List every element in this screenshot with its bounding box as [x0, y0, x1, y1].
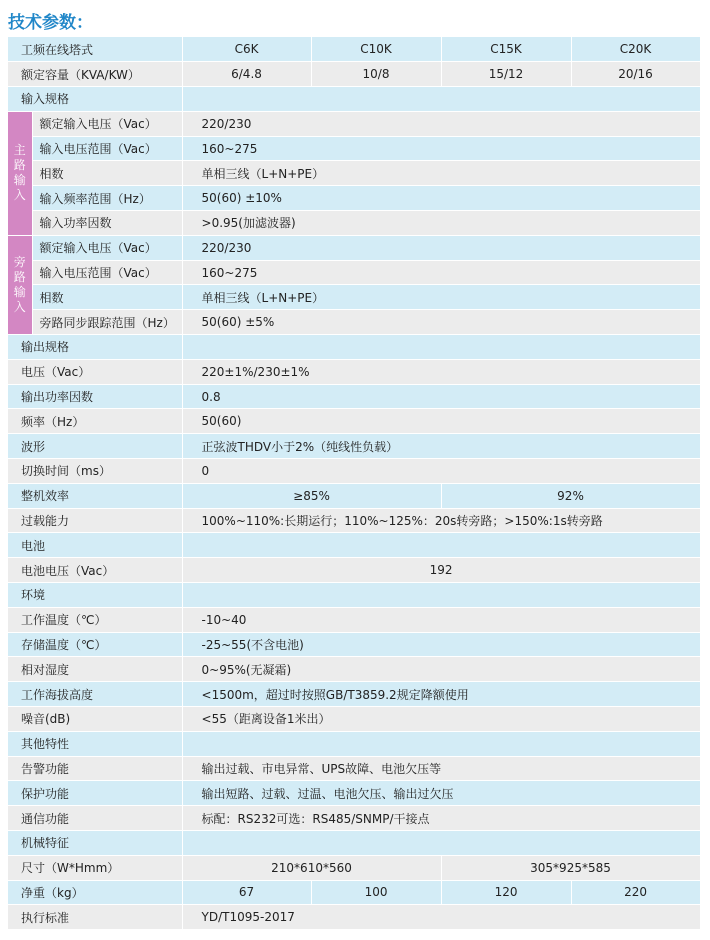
battery-spec-heading: 电池 — [8, 533, 182, 558]
comm-row — [8, 806, 700, 831]
work-temp-row — [8, 607, 700, 632]
efficiency-row — [8, 483, 700, 508]
other-spec-heading: 其他特性 — [8, 731, 182, 756]
weight-label: 净重（kg） — [8, 880, 182, 905]
switch-time-value: 0 — [182, 459, 700, 484]
env-spec-row — [8, 583, 700, 608]
comm-value: 标配：RS232可选：RS485/SNMP/干接点 — [182, 806, 700, 831]
bypass-voltage-range-label: 输入电压范围（Vac） — [32, 260, 182, 285]
efficiency-value-large: 92% — [441, 483, 700, 508]
standard-label: 执行标准 — [8, 905, 182, 930]
switch-time-row — [8, 459, 700, 484]
protect-row — [8, 781, 700, 806]
noise-value: <55（距离设备1米出） — [182, 707, 700, 732]
capacity-c6k: 6/4.8 — [182, 62, 311, 87]
main-input-row — [8, 161, 700, 186]
standard-row — [8, 905, 700, 930]
input-spec-heading: 输入规格 — [8, 87, 182, 112]
env-spec-heading: 环境 — [8, 583, 182, 608]
size-value-large: 305*925*585 — [441, 855, 700, 880]
work-temp-label: 工作温度（℃） — [8, 607, 182, 632]
battery-spec-row — [8, 533, 700, 558]
main-pf-label: 输入功率因数 — [32, 211, 182, 236]
spec-table — [8, 37, 701, 930]
output-voltage-row — [8, 359, 700, 384]
noise-label: 噪音(dB) — [8, 707, 182, 732]
main-input-row — [8, 211, 700, 236]
output-pf-value: 0.8 — [182, 384, 700, 409]
output-wave-row — [8, 434, 700, 459]
weight-row — [8, 880, 700, 905]
alarm-value: 输出过载、市电异常、UPS故障、电池欠压等 — [182, 756, 700, 781]
weight-c20k: 220 — [571, 880, 700, 905]
size-label: 尺寸（W*Hmm） — [8, 855, 182, 880]
size-row — [8, 855, 700, 880]
work-temp-value: -10~40 — [182, 607, 700, 632]
main-input-row — [8, 186, 700, 211]
main-voltage-range-value: 160~275 — [182, 136, 700, 161]
main-phase-value: 单相三线（L+N+PE） — [182, 161, 700, 186]
capacity-c10k: 10/8 — [311, 62, 441, 87]
output-pf-label: 输出功率因数 — [8, 384, 182, 409]
humidity-row — [8, 657, 700, 682]
battery-voltage-value: 192 — [182, 558, 700, 583]
protect-value: 输出短路、过载、过温、电池欠压、输出过欠压 — [182, 781, 700, 806]
bypass-voltage-range-value: 160~275 — [182, 260, 700, 285]
bypass-input-row — [8, 310, 700, 335]
overload-label: 过载能力 — [8, 508, 182, 533]
output-spec-heading: 输出规格 — [8, 335, 182, 360]
weight-c10k: 100 — [311, 880, 441, 905]
noise-row — [8, 707, 700, 732]
capacity-c15k: 15/12 — [441, 62, 571, 87]
efficiency-value-small: ≥85% — [182, 483, 441, 508]
store-temp-row — [8, 632, 700, 657]
altitude-row — [8, 682, 700, 707]
model-c10k: C10K — [311, 37, 441, 62]
output-voltage-value: 220±1%/230±1% — [182, 359, 700, 384]
battery-voltage-row — [8, 558, 700, 583]
humidity-label: 相对湿度 — [8, 657, 182, 682]
bypass-rated-voltage-value: 220/230 — [182, 235, 700, 260]
main-pf-value: >0.95(加滤波器) — [182, 211, 700, 236]
model-c15k: C15K — [441, 37, 571, 62]
main-freq-value: 50(60) ±10% — [182, 186, 700, 211]
header-row — [8, 37, 700, 62]
model-c20k: C20K — [571, 37, 700, 62]
comm-label: 通信功能 — [8, 806, 182, 831]
weight-c6k: 67 — [182, 880, 311, 905]
bypass-input-group-label: 旁路输入 — [8, 235, 32, 334]
bypass-phase-value: 单相三线（L+N+PE） — [182, 285, 700, 310]
store-temp-label: 存储温度（℃） — [8, 632, 182, 657]
overload-row — [8, 508, 700, 533]
header-label: 工频在线塔式 — [8, 37, 182, 62]
humidity-value: 0~95%(无凝霜) — [182, 657, 700, 682]
bypass-rated-voltage-label: 额定输入电压（Vac） — [32, 235, 182, 260]
output-freq-value: 50(60) — [182, 409, 700, 434]
switch-time-label: 切换时间（ms） — [8, 459, 182, 484]
standard-value: YD/T1095-2017 — [182, 905, 700, 930]
alarm-row — [8, 756, 700, 781]
bypass-input-row — [8, 260, 700, 285]
main-rated-voltage-label: 额定输入电压（Vac） — [32, 111, 182, 136]
capacity-label: 额定容量（KVA/KW） — [8, 62, 182, 87]
main-phase-label: 相数 — [32, 161, 182, 186]
store-temp-value: -25~55(不含电池) — [182, 632, 700, 657]
output-wave-label: 波形 — [8, 434, 182, 459]
bypass-phase-label: 相数 — [32, 285, 182, 310]
capacity-c20k: 20/16 — [571, 62, 700, 87]
weight-c15k: 120 — [441, 880, 571, 905]
main-freq-label: 输入频率范围（Hz） — [32, 186, 182, 211]
mech-spec-heading: 机械特征 — [8, 831, 182, 856]
output-pf-row — [8, 384, 700, 409]
protect-label: 保护功能 — [8, 781, 182, 806]
mech-spec-row — [8, 831, 700, 856]
altitude-value: <1500m，超过时按照GB/T3859.2规定降额使用 — [182, 682, 700, 707]
output-freq-row — [8, 409, 700, 434]
page-title: 技术参数： — [8, 13, 93, 33]
model-c6k: C6K — [182, 37, 311, 62]
output-wave-value: 正弦波THDV小于2%（纯线性负载） — [182, 434, 700, 459]
bypass-input-row — [8, 285, 700, 310]
bypass-input-row — [8, 235, 700, 260]
altitude-label: 工作海拔高度 — [8, 682, 182, 707]
main-input-row — [8, 111, 700, 136]
output-freq-label: 频率（Hz） — [8, 409, 182, 434]
size-value-small: 210*610*560 — [182, 855, 441, 880]
main-rated-voltage-value: 220/230 — [182, 111, 700, 136]
output-spec-row — [8, 335, 700, 360]
bypass-sync-value: 50(60) ±5% — [182, 310, 700, 335]
capacity-row — [8, 62, 700, 87]
input-spec-row — [8, 87, 700, 112]
battery-voltage-label: 电池电压（Vac） — [8, 558, 182, 583]
main-input-group-label: 主路输入 — [8, 111, 32, 235]
bypass-sync-label: 旁路同步跟踪范围（Hz） — [32, 310, 182, 335]
main-input-row — [8, 136, 700, 161]
main-voltage-range-label: 输入电压范围（Vac） — [32, 136, 182, 161]
other-spec-row — [8, 731, 700, 756]
overload-value: 100%~110%:长期运行；110%~125%：20s转旁路；>150%:1s转旁路 — [182, 508, 700, 533]
alarm-label: 告警功能 — [8, 756, 182, 781]
efficiency-label: 整机效率 — [8, 483, 182, 508]
output-voltage-label: 电压（Vac） — [8, 359, 182, 384]
